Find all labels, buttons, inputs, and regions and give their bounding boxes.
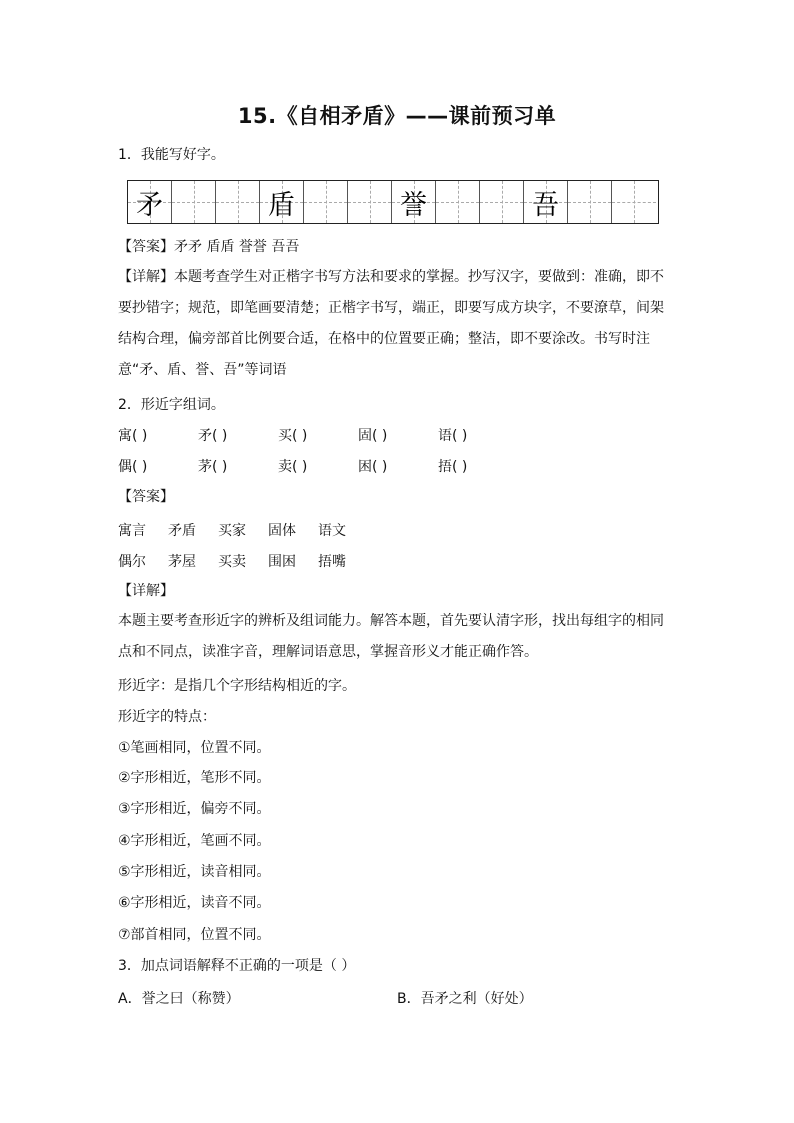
grid-cell <box>172 181 216 223</box>
answer-word: 固体 <box>268 523 296 539</box>
grid-cell <box>436 181 480 223</box>
answer-word: 茅屋 <box>168 554 196 570</box>
feature-item: ④字形相近，笔画不同。 <box>118 833 271 849</box>
answer-word: 买家 <box>218 523 246 539</box>
page-title: 15.《自相矛盾》——课前预习单 <box>237 104 557 128</box>
grid-char <box>172 181 215 223</box>
grid-char: 吾 <box>532 189 559 221</box>
grid-char: 矛 <box>136 189 163 221</box>
grid-char: 誉 <box>400 189 427 221</box>
fill-item: 语( ) <box>438 428 468 444</box>
fill-item: 卖( ) <box>278 459 308 475</box>
fill-row-1 <box>118 427 518 445</box>
grid-cell <box>392 181 436 223</box>
answer-word: 买卖 <box>218 554 246 570</box>
grid-cell <box>348 181 392 223</box>
grid-char <box>348 181 391 223</box>
feature-item: ⑥字形相近，读音不同。 <box>118 895 271 911</box>
grid-cell <box>128 181 172 223</box>
fill-item: 寓( ) <box>118 428 148 444</box>
grid-char <box>480 181 523 223</box>
fill-item: 捂( ) <box>438 459 468 475</box>
writing-grid <box>127 180 659 224</box>
question-1-answer: 【答案】矛矛 盾盾 誉誉 吾吾 <box>118 239 300 255</box>
grid-char <box>304 181 347 223</box>
grid-cell <box>304 181 348 223</box>
feature-item: ⑤字形相近，读音相同。 <box>118 864 271 880</box>
feature-item: ⑦部首相同，位置不同。 <box>118 927 271 943</box>
feature-item: ①笔画相同，位置不同。 <box>118 740 271 756</box>
answer-word: 捂嘴 <box>318 554 346 570</box>
answer-row-2 <box>118 551 368 571</box>
feature-item: ③字形相近，偏旁不同。 <box>118 801 271 817</box>
question-3-prompt: 3．加点词语解释不正确的一项是（ ） <box>118 958 356 974</box>
grid-cell <box>524 181 568 223</box>
fill-item: 茅( ) <box>198 459 228 475</box>
question-2-detail-label: 【详解】 <box>118 583 174 599</box>
grid-cell <box>480 181 524 223</box>
question-2-prompt: 2．形近字组词。 <box>118 397 225 413</box>
option-b: B．吾矛之利（好处） <box>397 991 533 1007</box>
grid-char <box>612 181 656 223</box>
answer-word: 围困 <box>268 554 296 570</box>
grid-char <box>568 181 611 223</box>
fill-item: 偶( ) <box>118 459 148 475</box>
fill-item: 买( ) <box>278 428 308 444</box>
question-1-detail: 【详解】本题考查学生对正楷字书写方法和要求的掌握。抄写汉字，要做到：准确，即不要抄错字；规范，即笔画要清楚；正楷字书写，端正，即要写成方块字，不要潦草，间架结构合理，偏旁部首比例要合适，在格中的位置要正确；整洁，即不要涂改。书写时注意“矛、盾、誉、吾”等词语 <box>118 269 664 378</box>
fill-item: 困( ) <box>358 459 388 475</box>
question-2-detail: 本题主要考查形近字的辨析及组词能力。解答本题，首先要认清字形，找出每组字的相同点和不同点，读准字音，理解词语意思，掌握音形义才能正确作答。 <box>118 613 664 660</box>
grid-cell <box>612 181 656 223</box>
question-1-prompt: 1．我能写好字。 <box>118 147 225 163</box>
grid-cell <box>260 181 304 223</box>
answer-word: 偶尔 <box>118 554 146 570</box>
question-2-answer-label: 【答案】 <box>118 489 174 505</box>
answer-row-1 <box>118 520 368 540</box>
fill-row-2 <box>118 458 518 476</box>
answer-word: 语文 <box>318 523 346 539</box>
feature-item: ②字形相近，笔形不同。 <box>118 770 271 786</box>
definition-text: 形近字：是指几个字形结构相近的字。 <box>118 678 356 694</box>
grid-char <box>216 181 259 223</box>
fill-item: 矛( ) <box>198 428 228 444</box>
fill-item: 固( ) <box>358 428 388 444</box>
answer-word: 矛盾 <box>168 523 196 539</box>
grid-cell <box>216 181 260 223</box>
grid-char <box>436 181 479 223</box>
answer-word: 寓言 <box>118 523 146 539</box>
grid-cell <box>568 181 612 223</box>
features-label: 形近字的特点： <box>118 709 216 725</box>
grid-char: 盾 <box>268 189 295 221</box>
option-a: A．誉之曰（称赞） <box>118 991 240 1007</box>
